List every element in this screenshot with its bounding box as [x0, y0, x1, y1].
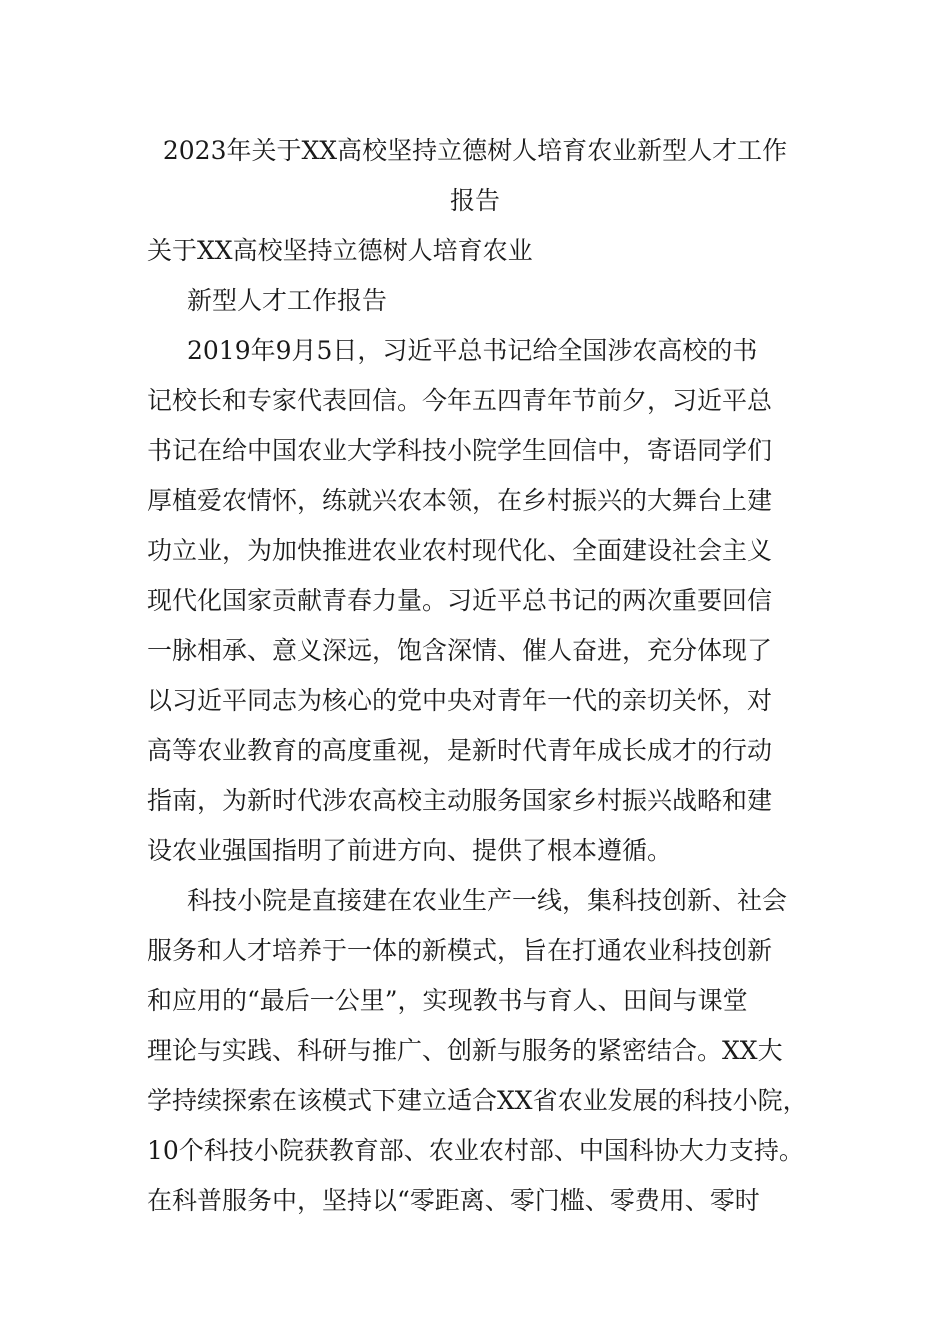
subtitle-line-1: 关于XX高校坚持立德树人培育农业 [147, 236, 533, 265]
document-title-line-2: 报告 [449, 186, 500, 215]
subtitle-line-2: 新型人才工作报告 [187, 286, 388, 315]
paragraph-line: 功立业，为加快推进农业农村现代化、全面建设社会主义 [147, 536, 773, 565]
paragraph-line: 理论与实践、科研与推广、创新与服务的紧密结合。XX大 [147, 1036, 783, 1065]
paragraph-line: 服务和人才培养于一体的新模式，旨在打通农业科技创新 [147, 936, 773, 965]
paragraph-line: 和应用的“最后一公里”，实现教书与育人、田间与课堂 [147, 986, 748, 1015]
paragraph-line: 厚植爱农情怀，练就兴农本领，在乡村振兴的大舞台上建 [147, 486, 773, 515]
document-title-line-1: 2023年关于XX高校坚持立德树人培育农业新型人才工作 [162, 136, 788, 165]
paragraph-line: 设农业强国指明了前进方向、提供了根本遵循。 [147, 836, 673, 865]
paragraph-line: 指南，为新时代涉农高校主动服务国家乡村振兴战略和建 [147, 786, 773, 815]
paragraph-line: 一脉相承、意义深远，饱含深情、催人奋进，充分体现了 [147, 636, 773, 665]
paragraph-line: 2019年9月5日，习近平总书记给全国涉农高校的书 [187, 336, 758, 365]
paragraph-line: 高等农业教育的高度重视，是新时代青年成长成才的行动 [147, 736, 773, 765]
paragraph-line: 书记在给中国农业大学科技小院学生回信中，寄语同学们 [147, 436, 773, 465]
paragraph-line: 科技小院是直接建在农业生产一线，集科技创新、社会 [187, 886, 788, 915]
paragraph-line: 记校长和专家代表回信。今年五四青年节前夕，习近平总 [147, 386, 773, 415]
paragraph-line: 在科普服务中，坚持以“零距离、零门槛、零费用、零时 [147, 1186, 760, 1215]
paragraph-line: 10个科技小院获教育部、农业农村部、中国科协大力支持。 [147, 1136, 804, 1165]
paragraph-line: 现代化国家贡献青春力量。习近平总书记的两次重要回信 [147, 586, 773, 615]
paragraph-line: 以习近平同志为核心的党中央对青年一代的亲切关怀，对 [147, 686, 773, 715]
paragraph-line: 学持续探索在该模式下建立适合XX省农业发展的科技小院， [147, 1086, 808, 1115]
